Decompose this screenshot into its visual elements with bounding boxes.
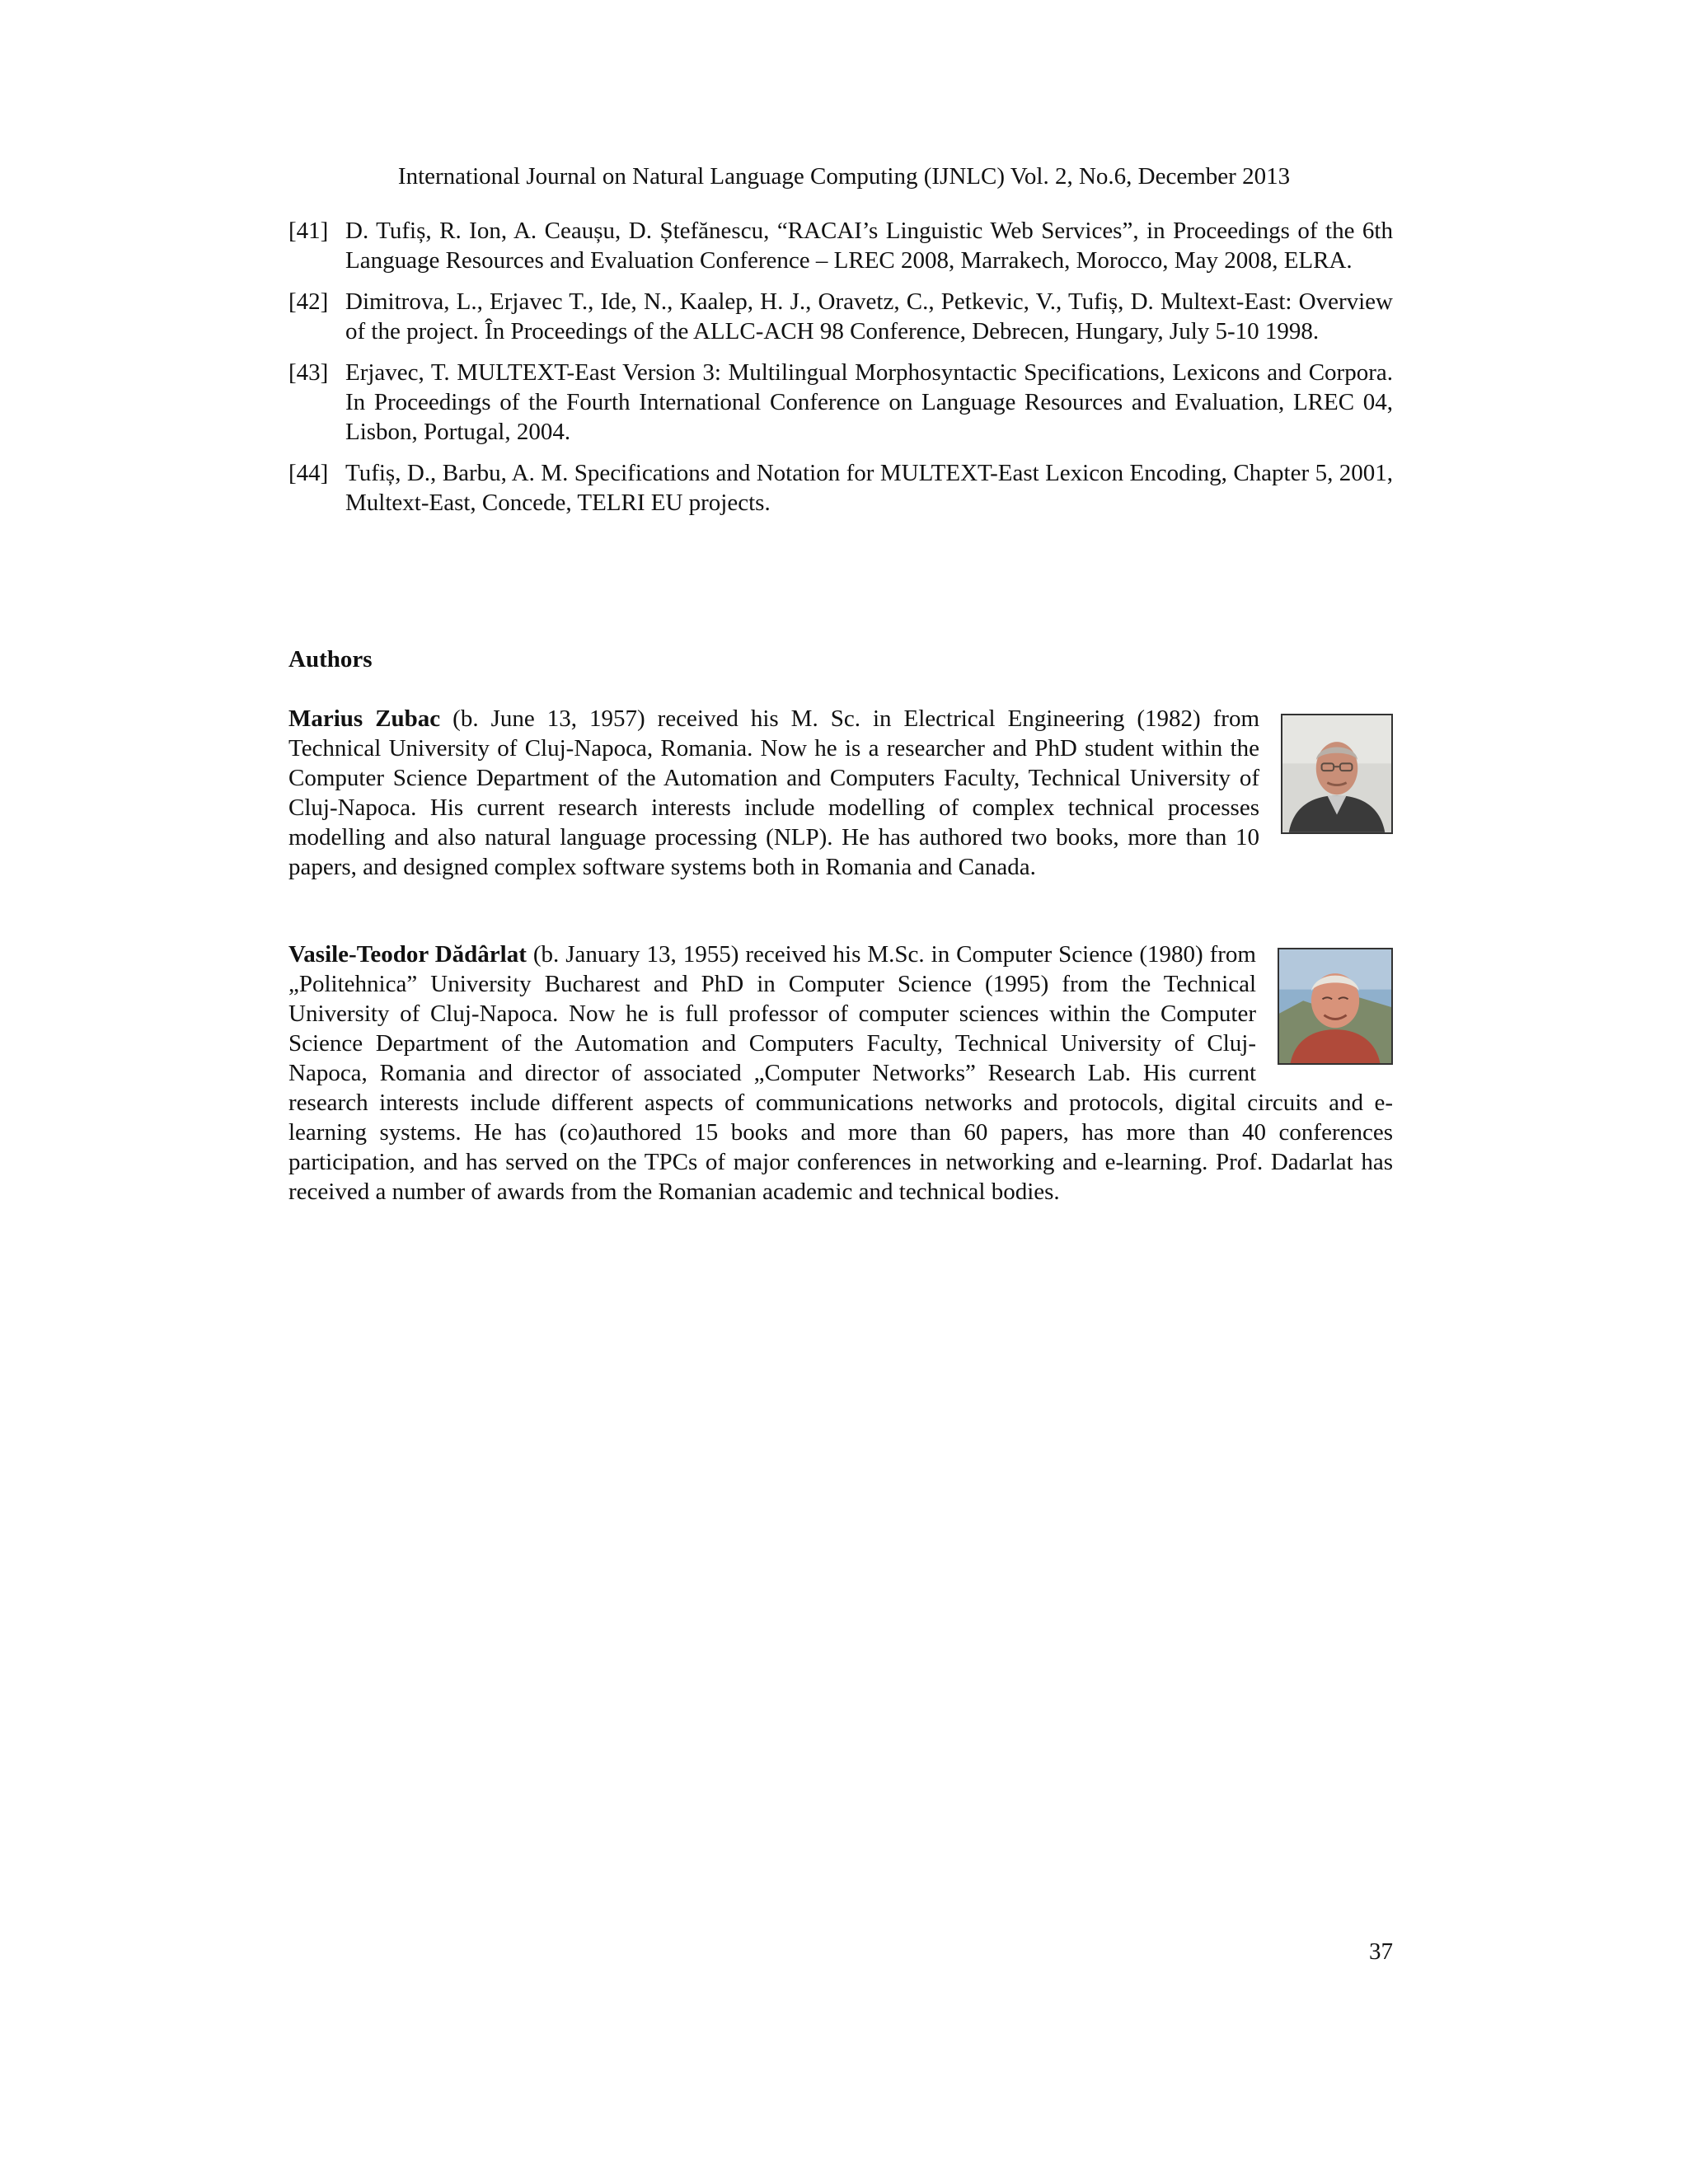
reference-number: [41] bbox=[288, 218, 329, 244]
reference-text: D. Tufiș, R. Ion, A. Ceaușu, D. Ștefănescu, “RACAI’s Linguistic Web Services”, in Proceedings of the 6th Language Resources and Evaluation Conference – LREC 2008, Marrakech, Morocco, May 2008, ELRA. bbox=[345, 218, 1393, 274]
reference-number: [43] bbox=[288, 359, 329, 386]
reference-item bbox=[288, 358, 1393, 447]
portrait-image bbox=[1282, 715, 1391, 832]
author-photo bbox=[1278, 948, 1393, 1065]
page-number: 37 bbox=[1369, 1938, 1393, 1965]
reference-text: Tufiș, D., Barbu, A. M. Specifications and Notation for MULTEXT-East Lexicon Encoding, Chapter 5, 2001, Multext-East, Concede, TELRI EU projects. bbox=[345, 460, 1393, 516]
author-bio bbox=[288, 704, 1393, 882]
reference-item bbox=[288, 216, 1393, 275]
authors-heading: Authors bbox=[288, 646, 373, 673]
author-bio bbox=[288, 940, 1393, 1207]
author-name: Vasile-Teodor Dădârlat bbox=[288, 941, 527, 968]
author-name: Marius Zubac bbox=[288, 705, 441, 732]
reference-item bbox=[288, 458, 1393, 518]
reference-text: Dimitrova, L., Erjavec T., Ide, N., Kaalep, H. J., Oravetz, C., Petkevic, V., Tufiș, D. Multext-East: Overview of the project. În Proceedings of the ALLC-ACH 98 Conference, Debrecen, Hungary, July 5-10 1998. bbox=[345, 288, 1393, 344]
reference-text: Erjavec, T. MULTEXT-East Version 3: Multilingual Morphosyntactic Specifications, Lexicons and Corpora. In Proceedings of the Fourth International Conference on Language Resources and Evaluation, LREC 04, Lisbon, Portugal, 2004. bbox=[345, 359, 1393, 445]
reference-item bbox=[288, 287, 1393, 346]
running-header: International Journal on Natural Language Computing (IJNLC) Vol. 2, No.6, December 2013 bbox=[397, 163, 1291, 190]
author-bio-text: (b. January 13, 1955) received his M.Sc. in Computer Science (1980) from „Politehnica” University Bucharest and PhD in Computer Science (1995) from the Technical University of Cluj-Napoca. Now he is full professor of computer sciences within the Computer Science Department of the Automation and Computers Faculty, Technical University of Cluj-Napoca, Romania and director of associated „Computer Networks” Research Lab. His current research interests include different aspects of communications networks and protocols, digital circuits and e-learning systems. He has (co)authored 15 books and more than 60 papers, has more than 40 conferences participation, and has served on the TPCs of major conferences in networking and e-learning. Prof. Dadarlat has received a number of awards from the Romanian academic and technical bodies. bbox=[288, 941, 1393, 1205]
reference-list bbox=[288, 216, 1393, 529]
reference-number: [44] bbox=[288, 460, 329, 486]
reference-number: [42] bbox=[288, 288, 329, 315]
author-photo bbox=[1281, 714, 1393, 834]
portrait-image bbox=[1279, 949, 1391, 1063]
author-bio-text: (b. June 13, 1957) received his M. Sc. in Electrical Engineering (1982) from Technical University of Cluj-Napoca, Romania. Now he is a researcher and PhD student within the Computer Science Department of the Automation and Computers Faculty, Technical University of Cluj-Napoca. His current research interests include modelling of complex technical processes modelling and also natural language processing (NLP). He has authored two books, more than 10 papers, and designed complex software systems both in Romania and Canada. bbox=[288, 705, 1260, 880]
